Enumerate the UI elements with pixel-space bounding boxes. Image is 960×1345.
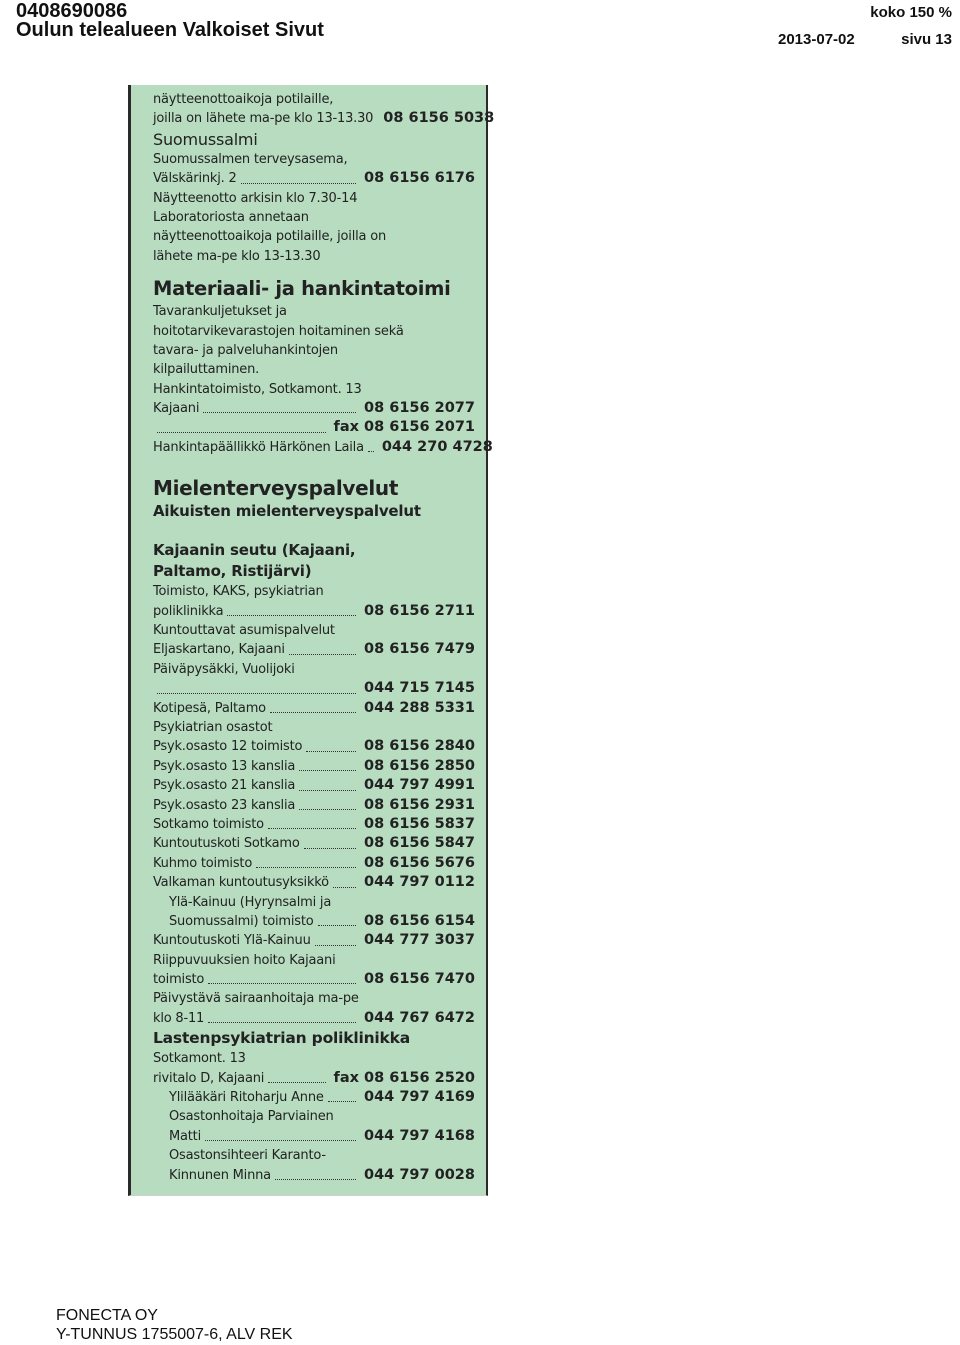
text-line: Laboratoriosta annetaan bbox=[153, 209, 309, 225]
header-zoom: koko 150 % bbox=[870, 4, 952, 21]
leader-dots bbox=[205, 1140, 356, 1141]
subheading-kajaanin-seutu-2: Paltamo, Ristijärvi) bbox=[153, 562, 312, 581]
entry-label: Kuntoutuskoti Sotkamo bbox=[153, 836, 300, 852]
entry-number: 08 6156 2840 bbox=[364, 738, 475, 755]
entry-label: Suomussalmi) toimisto bbox=[169, 913, 314, 929]
entry-number: 08 6156 2850 bbox=[364, 757, 475, 774]
text-line: Suomussalmen terveysasema, bbox=[153, 151, 348, 167]
entry-number: 08 6156 2077 bbox=[364, 400, 475, 417]
leader-dots bbox=[275, 1179, 356, 1180]
entry-number: 044 777 3037 bbox=[364, 932, 475, 949]
entry-label: Psyk.osasto 13 kanslia bbox=[153, 758, 296, 774]
entry-number: 044 797 4168 bbox=[364, 1127, 475, 1144]
leader-dots bbox=[208, 1022, 356, 1023]
text-line: näytteenottoaikoja potilaille, joilla on bbox=[153, 229, 387, 245]
subheading-lastenpsykiatria: Lastenpsykiatrian poliklinikka bbox=[153, 1029, 411, 1048]
directory-entry bbox=[153, 912, 475, 931]
text-line: Ylä-Kainuu (Hyrynsalmi ja bbox=[169, 894, 332, 910]
entry-number: 08 6156 7470 bbox=[364, 971, 475, 988]
entry-label: Välskärinkj. 2 bbox=[153, 171, 237, 187]
entry-label: Eljaskartano, Kajaani bbox=[153, 642, 285, 658]
directory-entry bbox=[153, 873, 475, 892]
directory-entry bbox=[153, 602, 475, 621]
text-line: Psykiatrian osastot bbox=[153, 719, 273, 735]
directory-entry bbox=[153, 109, 495, 128]
directory-entry bbox=[153, 1069, 475, 1088]
entry-number: 08 6156 5847 bbox=[364, 835, 475, 852]
leader-dots bbox=[333, 887, 356, 888]
text-line: Toimisto, KAKS, psykiatrian bbox=[153, 584, 324, 600]
header-page-number: sivu 13 bbox=[901, 31, 952, 48]
section-heading-materiaali: Materiaali- ja hankintatoimi bbox=[153, 277, 451, 301]
directory-entry bbox=[153, 438, 493, 457]
section-heading-suomussalmi: Suomussalmi bbox=[153, 129, 258, 149]
text-line: Osastonsihteeri Karanto- bbox=[169, 1148, 326, 1164]
directory-entry bbox=[153, 699, 475, 718]
directory-entry bbox=[153, 1088, 475, 1107]
text-line: Päivystävä sairaanhoitaja ma-pe bbox=[153, 991, 359, 1007]
leader-dots bbox=[289, 654, 356, 655]
directory-entry bbox=[153, 757, 475, 776]
entry-label: poliklinikka bbox=[153, 603, 224, 619]
entry-label: Matti bbox=[169, 1128, 201, 1144]
leader-dots bbox=[299, 770, 356, 771]
entry-number: 044 767 6472 bbox=[364, 1009, 475, 1026]
leader-dots bbox=[256, 867, 356, 868]
leader-dots bbox=[368, 451, 374, 452]
leader-dots bbox=[315, 945, 356, 946]
entry-number: 044 797 4169 bbox=[364, 1089, 475, 1105]
directory-entry bbox=[153, 1166, 475, 1185]
text-line: tavara- ja palveluhankintojen bbox=[153, 342, 338, 358]
directory-entry bbox=[153, 418, 475, 437]
leader-dots bbox=[306, 751, 356, 752]
entry-label: klo 8-11 bbox=[153, 1010, 205, 1026]
footer-ytunnus: Y-TUNNUS 1755007-6, ALV REK bbox=[56, 1326, 293, 1343]
leader-dots bbox=[318, 925, 356, 926]
directory-entry bbox=[153, 679, 475, 698]
entry-label: rivitalo D, Kajaani bbox=[153, 1070, 265, 1086]
text-line: kilpailuttaminen. bbox=[153, 362, 260, 378]
footer-company: FONECTA OY bbox=[56, 1307, 158, 1324]
directory-entry bbox=[153, 640, 475, 659]
entry-number: 044 715 7145 bbox=[364, 680, 475, 697]
directory-entry bbox=[153, 169, 475, 188]
header-title: Oulun telealueen Valkoiset Sivut bbox=[16, 19, 324, 41]
leader-dots bbox=[328, 1101, 356, 1102]
leader-dots bbox=[227, 615, 356, 616]
entry-label: Kotipesä, Paltamo bbox=[153, 700, 266, 716]
entry-number: 08 6156 7479 bbox=[364, 641, 475, 658]
entry-number: 08 6156 5837 bbox=[364, 815, 475, 832]
directory-entry bbox=[153, 970, 475, 989]
leader-dots bbox=[270, 712, 356, 713]
subheading-aikuisten: Aikuisten mielenterveyspalvelut bbox=[153, 502, 421, 521]
entry-label: Kuntoutuskoti Ylä-Kainuu bbox=[153, 933, 311, 949]
leader-dots bbox=[157, 693, 356, 694]
directory-entry bbox=[153, 737, 475, 756]
entry-number: fax 08 6156 2071 bbox=[333, 419, 475, 436]
entry-label: Valkaman kuntoutusyksikkö bbox=[153, 875, 329, 891]
entry-label: Hankintapäällikkö Härkönen Laila bbox=[153, 439, 364, 455]
text-line: Hankintatoimisto, Sotkamont. 13 bbox=[153, 381, 362, 397]
text-line: Sotkamont. 13 bbox=[153, 1051, 246, 1067]
entry-number: 08 6156 6154 bbox=[364, 912, 475, 929]
leader-dots bbox=[299, 790, 356, 791]
directory-entry bbox=[153, 796, 475, 815]
text-line: näytteenottoaikoja potilaille, bbox=[153, 92, 334, 107]
entry-label: Kinnunen Minna bbox=[169, 1167, 271, 1183]
entry-number: 08 6156 5676 bbox=[364, 854, 475, 871]
entry-number: 08 6156 5038 bbox=[383, 110, 495, 127]
leader-dots bbox=[203, 412, 356, 413]
leader-dots bbox=[157, 432, 326, 433]
directory-entry bbox=[153, 399, 475, 418]
directory-entry bbox=[153, 834, 475, 853]
text-line: Osastonhoitaja Parviainen bbox=[169, 1109, 334, 1125]
section-heading-mielenterveys: Mielenterveyspalvelut bbox=[153, 476, 399, 501]
subheading-kajaanin-seutu: Kajaanin seutu (Kajaani, bbox=[153, 541, 356, 560]
leader-dots bbox=[304, 848, 356, 849]
leader-dots bbox=[299, 809, 356, 810]
entry-label: Psyk.osasto 12 toimisto bbox=[153, 739, 303, 755]
directory-entry bbox=[153, 815, 475, 834]
text-line: Tavarankuljetukset ja bbox=[153, 304, 287, 320]
directory-entry bbox=[153, 1009, 475, 1028]
entry-number: 08 6156 2931 bbox=[364, 796, 475, 813]
entry-label: joilla on lähete ma-pe klo 13-13.30 bbox=[153, 111, 374, 127]
leader-dots bbox=[208, 983, 356, 984]
directory-entry bbox=[153, 931, 475, 950]
text-line: Päiväpysäkki, Vuolijoki bbox=[153, 661, 295, 677]
entry-number: fax 08 6156 2520 bbox=[333, 1069, 475, 1086]
entry-label: Kuhmo toimisto bbox=[153, 855, 253, 871]
entry-number: 08 6156 6176 bbox=[364, 170, 475, 187]
entry-label: Sotkamo toimisto bbox=[153, 816, 264, 832]
entry-number: 044 270 4728 bbox=[381, 438, 493, 455]
entry-label: toimisto bbox=[153, 972, 205, 988]
directory-entry bbox=[153, 854, 475, 873]
entry-number: 044 288 5331 bbox=[364, 699, 475, 716]
directory-entry bbox=[153, 1127, 475, 1146]
leader-dots bbox=[241, 183, 356, 184]
entry-number: 044 797 0112 bbox=[364, 874, 475, 891]
leader-dots bbox=[268, 1082, 325, 1083]
entry-label: Ylilääkäri Ritoharju Anne bbox=[169, 1090, 324, 1105]
entry-label: Psyk.osasto 21 kanslia bbox=[153, 778, 296, 794]
text-line: Riippuvuuksien hoito Kajaani bbox=[153, 952, 336, 968]
text-line: Näytteenotto arkisin klo 7.30-14 bbox=[153, 190, 358, 206]
text-line: Kuntouttavat asumispalvelut bbox=[153, 623, 335, 639]
header-date: 2013-07-02 bbox=[778, 31, 855, 48]
entry-label: Kajaani bbox=[153, 401, 200, 417]
text-line: hoitotarvikevarastojen hoitaminen sekä bbox=[153, 323, 404, 339]
text-line: lähete ma-pe klo 13-13.30 bbox=[153, 248, 321, 264]
entry-label: Psyk.osasto 23 kanslia bbox=[153, 797, 296, 813]
leader-dots bbox=[268, 828, 356, 829]
entry-number: 08 6156 2711 bbox=[364, 602, 475, 619]
header-phone: 0408690086 bbox=[16, 0, 128, 22]
entry-number: 044 797 0028 bbox=[364, 1166, 475, 1183]
directory-entry bbox=[153, 776, 475, 795]
entry-number: 044 797 4991 bbox=[364, 777, 475, 794]
directory-content bbox=[153, 90, 495, 1185]
